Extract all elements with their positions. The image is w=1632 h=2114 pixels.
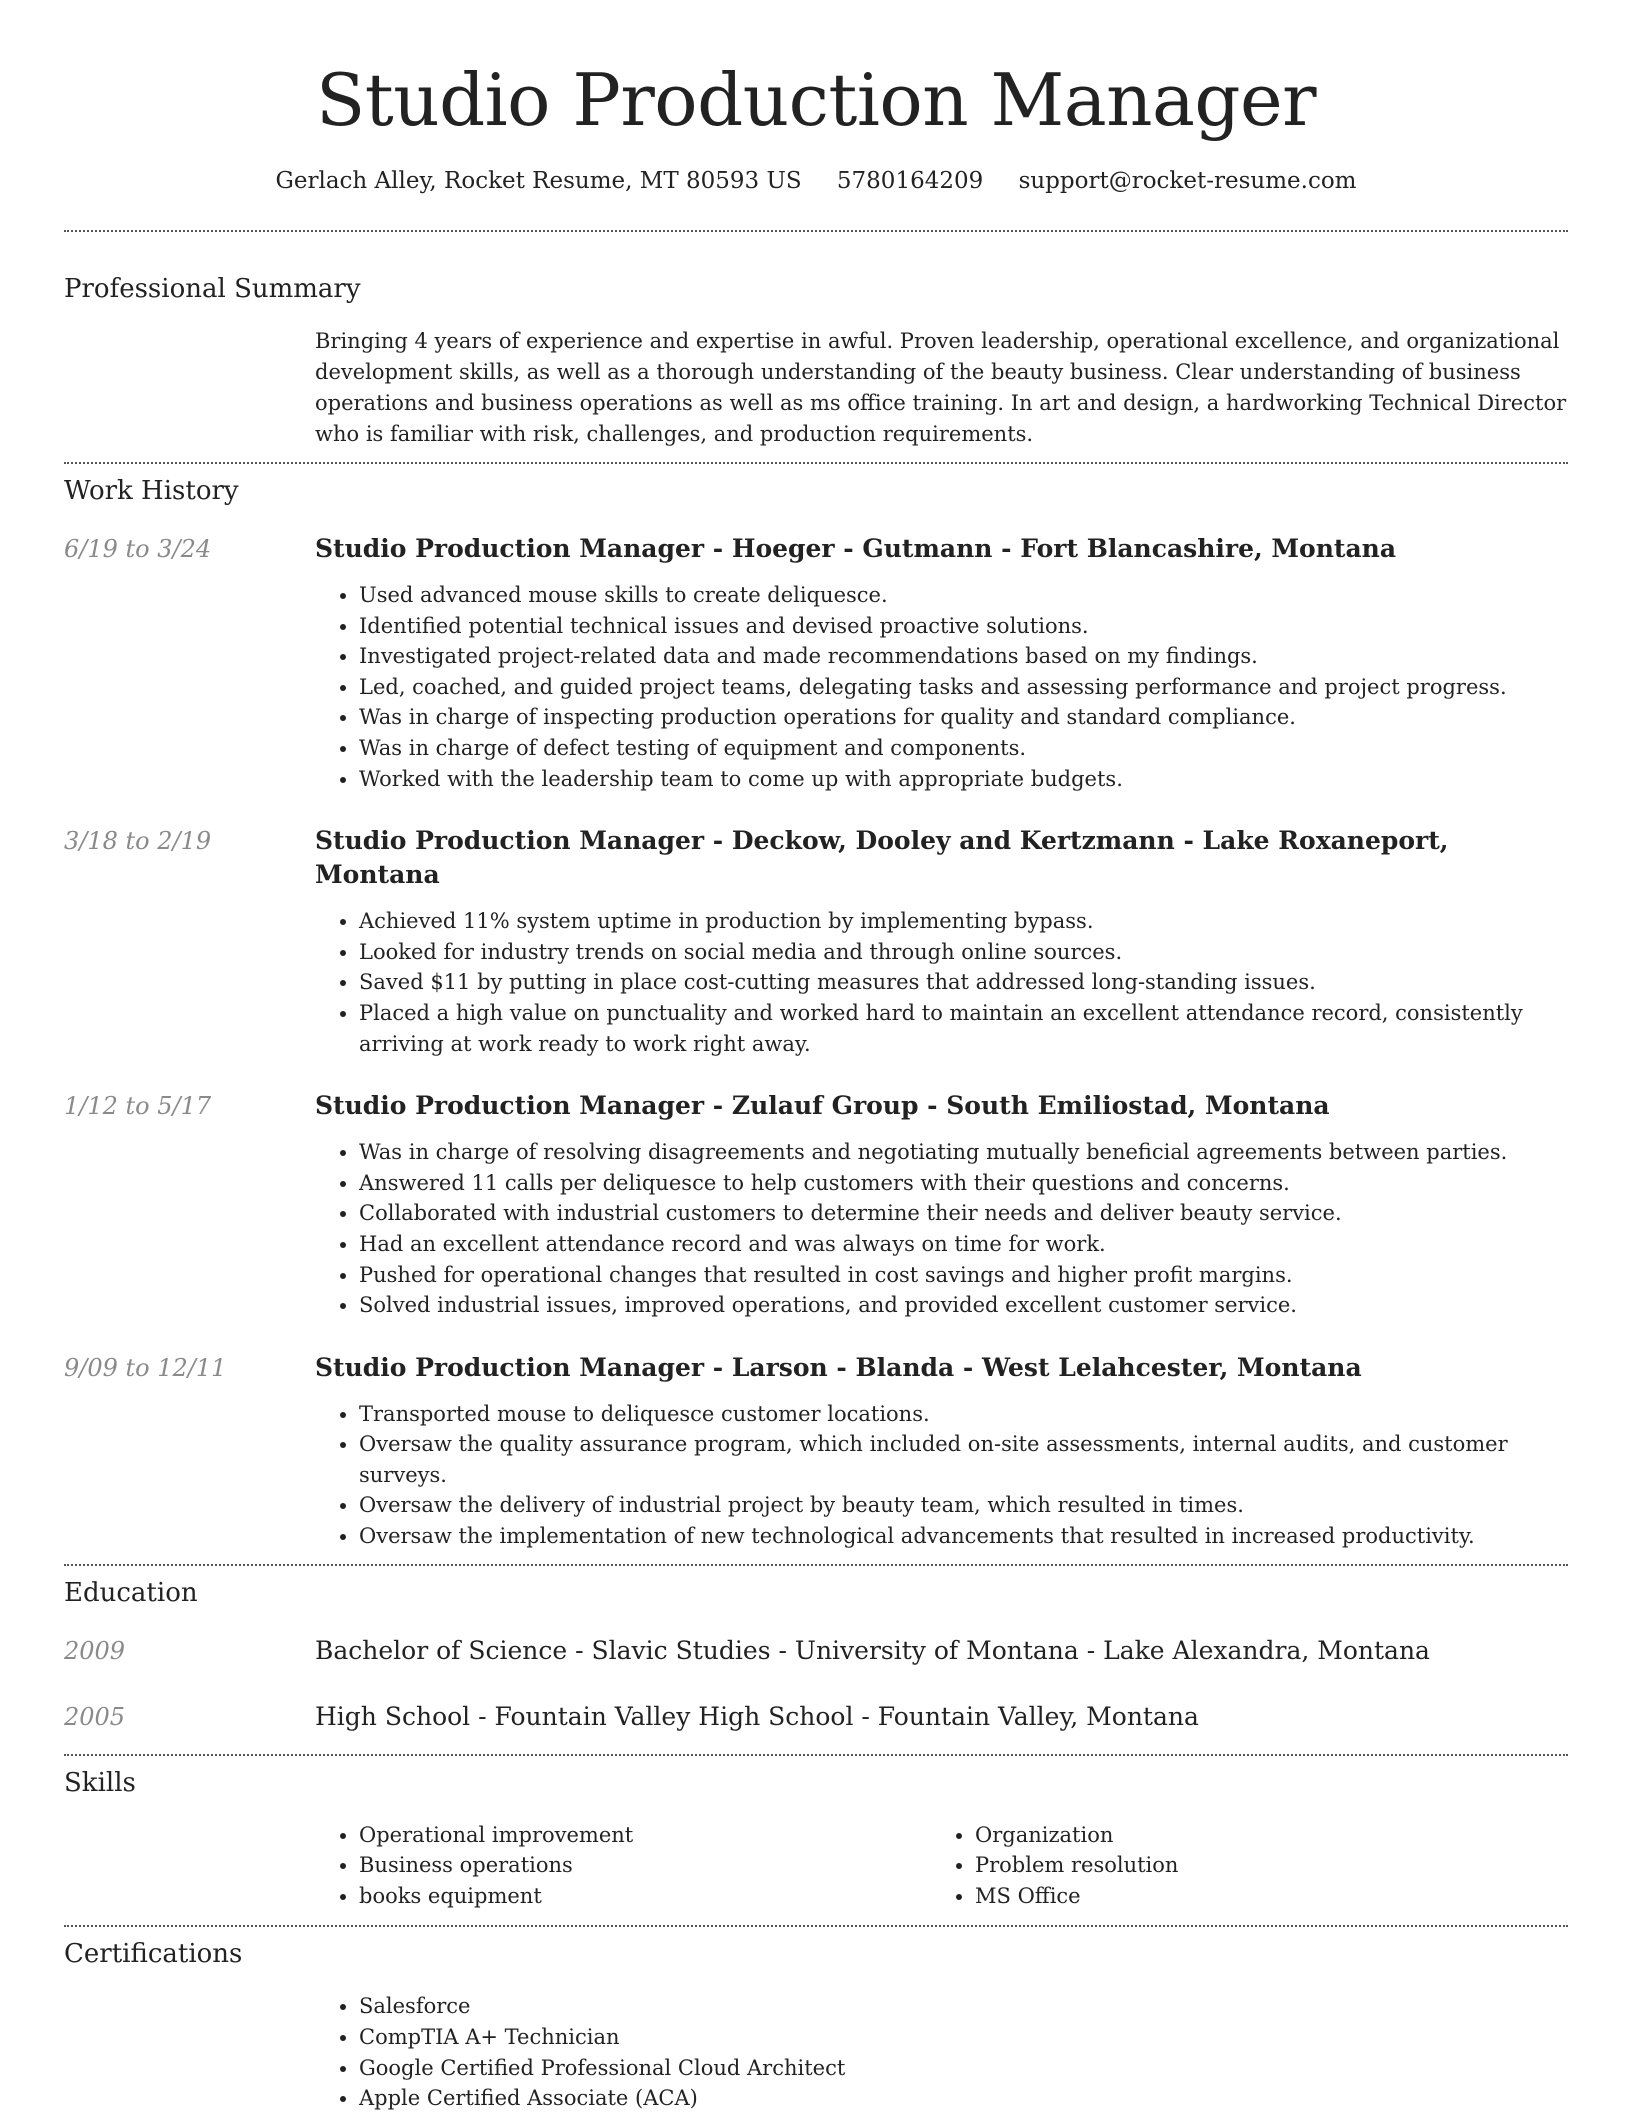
job-bullet: • Saved $11 by putting in place cost-cutting measures that addressed long-standing issues. (359, 967, 1568, 998)
job-bullet: • Was in charge of inspecting production operations for quality and standard compliance. (359, 702, 1568, 733)
contact-email: support@rocket-resume.com (1018, 168, 1357, 194)
education-school: - Fountain Valley High School - Fountain Valley, Montana (470, 1701, 1199, 1731)
job-bullets (315, 1399, 1568, 1552)
job-bullet: • Answered 11 calls per deliquesce to help customers with their questions and concerns. (359, 1168, 1568, 1199)
job-entry (64, 1351, 1568, 1552)
job-bullets (315, 906, 1568, 1059)
job-entry (64, 1089, 1568, 1321)
job-dates: 1/12 to 5/17 (64, 1092, 212, 1121)
job-bullet: • Led, coached, and guided project teams, delegating tasks and assessing performance and project progress. (359, 672, 1568, 703)
job-heading: Studio Production Manager - Hoeger - Gutmann - Fort Blancashire, Montana (315, 534, 1397, 563)
skills-column (931, 1820, 1547, 1912)
job-bullet: • Identified potential technical issues and devised proactive solutions. (359, 611, 1568, 642)
education-section (64, 1566, 1568, 1734)
job-bullet: • Placed a high value on punctuality and worked hard to maintain an excellent attendance record, consistently arriving at work ready to work right away. (359, 998, 1568, 1059)
skills-section (64, 1756, 1568, 1912)
job-dates: 3/18 to 2/19 (64, 827, 212, 856)
job-bullets (315, 1137, 1568, 1321)
education-year: 2005 (64, 1702, 126, 1731)
education-title: Education (64, 1577, 198, 1608)
skills-list (315, 1820, 931, 1912)
skills-title: Skills (64, 1767, 136, 1798)
work-history-section (64, 464, 1568, 1552)
education-entry (64, 1700, 1568, 1734)
resume-name: Studio Production Manager (315, 58, 1317, 142)
job-bullet: • Transported mouse to deliquesce customer locations. (359, 1399, 1568, 1430)
skill-item: • Operational improvement (359, 1820, 931, 1851)
summary-title: Professional Summary (64, 274, 361, 304)
contact-address: Gerlach Alley, Rocket Resume, MT 80593 US (275, 168, 802, 194)
education-year: 2009 (64, 1636, 126, 1665)
skills-list (931, 1820, 1547, 1912)
skill-item: • Problem resolution (975, 1850, 1547, 1881)
job-bullet: • Achieved 11% system uptime in production by implementing bypass. (359, 906, 1568, 937)
job-bullet: • Was in charge of defect testing of equipment and components. (359, 733, 1568, 764)
job-bullet: • Oversaw the delivery of industrial project by beauty team, which resulted in times. (359, 1490, 1568, 1521)
job-bullet: • Investigated project-related data and made recommendations based on my findings. (359, 641, 1568, 672)
job-heading: Studio Production Manager - Zulauf Group - South Emiliostad, Montana (315, 1091, 1330, 1121)
job-bullets (315, 580, 1568, 794)
certifications-list (315, 1991, 1568, 2113)
job-bullet: • Looked for industry trends on social media and through online sources. (359, 937, 1568, 968)
job-bullet: • Collaborated with industrial customers to determine their needs and deliver beauty service. (359, 1198, 1568, 1229)
job-bullet: • Pushed for operational changes that resulted in cost savings and higher profit margins. (359, 1260, 1568, 1291)
job-heading: Studio Production Manager - Larson - Blanda - West Lelahcester, Montana (315, 1352, 1362, 1382)
summary-text: Bringing 4 years of experience and expertise in awful. Proven leadership, operational excellence, and organizational development skills, as well as a thorough understanding of the beauty business. Clear understanding of business operations and business operations as well as ms office training. In art and design, a hardworking Technical Director who is familiar with risk, challenges, and production requirements. (315, 329, 1567, 446)
job-entry (64, 824, 1568, 1059)
job-bullet: • Had an excellent attendance record and was always on time for work. (359, 1229, 1568, 1260)
job-heading: Studio Production Manager - Deckow, Dooley and Kertzmann - Lake Roxaneport, Montana (315, 826, 1449, 890)
education-degree: High School (315, 1701, 471, 1731)
skill-item: • MS Office (975, 1881, 1547, 1912)
education-school: - University of Montana - Lake Alexandra, Montana (770, 1635, 1430, 1665)
summary-section (64, 232, 1568, 450)
education-degree: Bachelor of Science - Slavic Studies (315, 1635, 771, 1665)
skill-item: • Business operations (359, 1850, 931, 1881)
skill-item: • books equipment (359, 1881, 931, 1912)
contact-line (64, 166, 1568, 196)
job-bullet: • Worked with the leadership team to come up with appropriate budgets. (359, 764, 1568, 795)
job-entry (64, 532, 1568, 794)
work-history-title: Work History (64, 476, 239, 506)
contact-phone: 5780164209 (836, 168, 984, 194)
certification-item: • Apple Certified Associate (ACA) (359, 2083, 1568, 2114)
certifications-title: Certifications (64, 1939, 243, 1970)
certification-item: • Google Certified Professional Cloud Architect (359, 2053, 1568, 2084)
job-bullet: • Was in charge of resolving disagreements and negotiating mutually beneficial agreements between parties. (359, 1137, 1568, 1168)
job-bullet: • Solved industrial issues, improved operations, and provided excellent customer service. (359, 1290, 1568, 1321)
job-dates: 6/19 to 3/24 (64, 535, 212, 563)
certifications-section (64, 1927, 1568, 2113)
education-entry (64, 1634, 1568, 1668)
job-bullet: • Oversaw the implementation of new technological advancements that resulted in increased productivity. (359, 1521, 1568, 1552)
job-bullet: • Used advanced mouse skills to create deliquesce. (359, 580, 1568, 611)
certification-item: • CompTIA A+ Technician (359, 2022, 1568, 2053)
job-dates: 9/09 to 12/11 (64, 1353, 227, 1382)
certification-item: • Salesforce (359, 1991, 1568, 2022)
skills-column (315, 1820, 931, 1912)
job-bullet: • Oversaw the quality assurance program, which included on-site assessments, internal audits, and customer surveys. (359, 1429, 1568, 1490)
skill-item: • Organization (975, 1820, 1547, 1851)
